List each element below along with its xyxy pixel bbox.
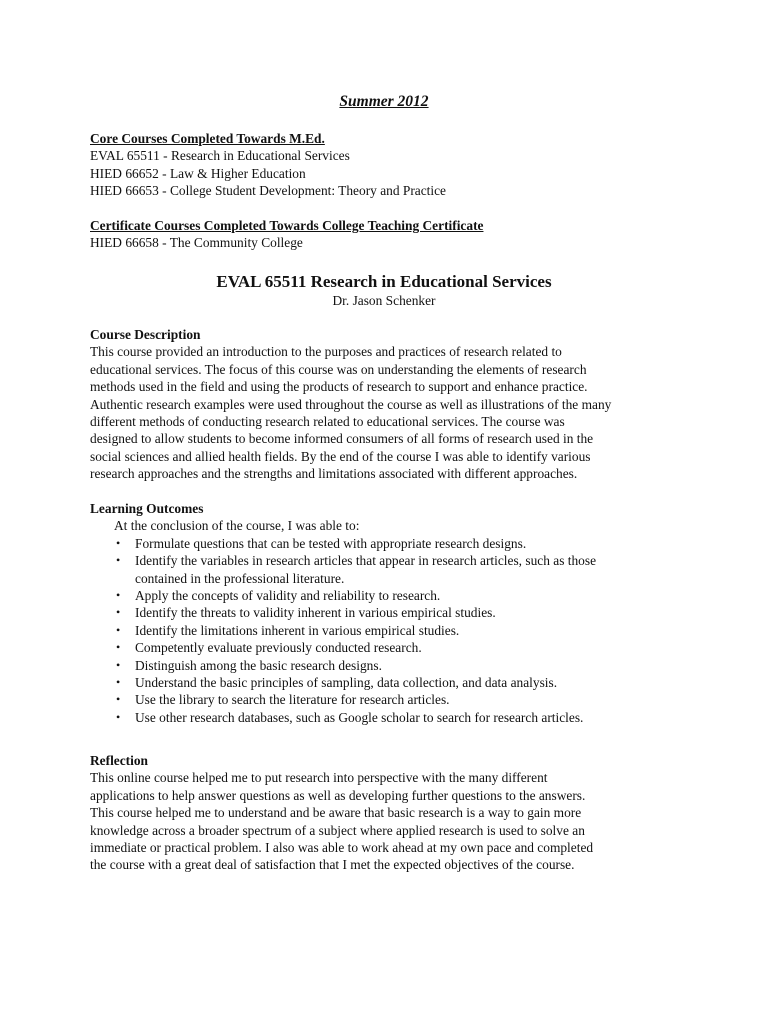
list-item-text: Use other research databases, such as Google scholar to search for research articles. [135, 709, 584, 725]
list-item-text: Distinguish among the basic research designs. [135, 657, 382, 673]
reflection-line: This online course helped me to put research into perspective with the many different [90, 770, 548, 786]
core-course-item: EVAL 65511 - Research in Educational Services [90, 148, 350, 164]
course-title: EVAL 65511 Research in Educational Services [216, 272, 552, 291]
bullet-icon: • [116, 588, 121, 603]
learning-outcomes-section [90, 500, 690, 726]
core-course-item: HIED 66653 - College Student Development: Theory and Practice [90, 183, 447, 199]
list-item [90, 674, 690, 691]
certificate-course-item: HIED 66658 - The Community College [90, 235, 303, 251]
certificate-courses-section [90, 217, 690, 252]
list-item [90, 604, 690, 621]
list-item [90, 535, 690, 552]
course-description-heading: Course Description [90, 327, 201, 342]
description-line: social sciences and allied health fields. By the end of the course I was able to identify various [90, 448, 591, 464]
reflection-line: immediate or practical problem. I also was able to work ahead at my own pace and completed [90, 840, 594, 856]
description-line: This course provided an introduction to the purposes and practices of research related to [90, 344, 562, 360]
reflection-line: knowledge across a broader spectrum of a subject where applied research is used to solve an [90, 822, 585, 838]
learning-outcomes-heading: Learning Outcomes [90, 501, 204, 516]
description-line: research approaches and the strengths and limitations associated with different approaches. [90, 466, 578, 482]
reflection-line: applications to help answer questions as well as developing further questions to the answers. [90, 787, 586, 803]
bullet-icon: • [116, 640, 121, 655]
description-line: educational services. The focus of this course was on understanding the elements of research [90, 361, 587, 377]
bullet-icon: • [116, 657, 121, 672]
instructor-name: Dr. Jason Schenker [332, 293, 436, 308]
core-courses-heading: Core Courses Completed Towards M.Ed. [90, 131, 325, 146]
list-item [90, 639, 690, 656]
reflection-line: the course with a great deal of satisfaction that I met the expected objectives of the course. [90, 857, 575, 873]
reflection-heading: Reflection [90, 753, 149, 768]
bullet-icon: • [116, 675, 121, 690]
core-course-item: HIED 66652 - Law & Higher Education [90, 165, 306, 181]
list-item-text: Identify the variables in research articles that appear in research articles, such as those [135, 553, 597, 569]
list-item-continuation: contained in the professional literature. [135, 570, 345, 586]
course-description-section [90, 326, 690, 483]
bullet-icon: • [116, 535, 121, 550]
bullet-icon: • [116, 605, 121, 620]
list-item-text: Apply the concepts of validity and reliability to research. [135, 588, 441, 604]
list-item [90, 552, 690, 587]
bullet-icon: • [116, 553, 121, 568]
list-item-text: Identify the limitations inherent in various empirical studies. [135, 622, 460, 638]
list-item-text: Use the library to search the literature for research articles. [135, 692, 450, 708]
bullet-icon: • [116, 692, 121, 707]
description-line: designed to allow students to become informed consumers of all forms of research used in the [90, 431, 594, 447]
reflection-line: This course helped me to understand and be aware that basic research is a way to gain more [90, 805, 582, 821]
core-courses-section [90, 130, 690, 200]
learning-outcomes-intro: At the conclusion of the course, I was able to: [114, 518, 360, 534]
bullet-icon: • [116, 709, 121, 724]
list-item-text: Understand the basic principles of sampling, data collection, and data analysis. [135, 675, 558, 691]
list-item [90, 622, 690, 639]
certificate-courses-heading: Certificate Courses Completed Towards College Teaching Certificate [90, 218, 484, 233]
description-line: different methods of conducting research related to educational services. The course was [90, 414, 565, 430]
list-item [90, 691, 690, 708]
term-title: Summer 2012 [339, 93, 429, 110]
list-item [90, 709, 690, 726]
list-item [90, 657, 690, 674]
list-item [90, 587, 690, 604]
description-line: methods used in the field and using the products of research to support and enhance practice. [90, 379, 588, 395]
learning-outcomes-list [90, 535, 690, 726]
bullet-icon: • [116, 622, 121, 637]
reflection-section [90, 752, 690, 874]
list-item-text: Formulate questions that can be tested with appropriate research designs. [135, 535, 527, 551]
list-item-text: Competently evaluate previously conducted research. [135, 640, 422, 656]
description-line: Authentic research examples were used throughout the course as well as illustrations of the many [90, 396, 612, 412]
list-item-text: Identify the threats to validity inherent in various empirical studies. [135, 605, 496, 621]
